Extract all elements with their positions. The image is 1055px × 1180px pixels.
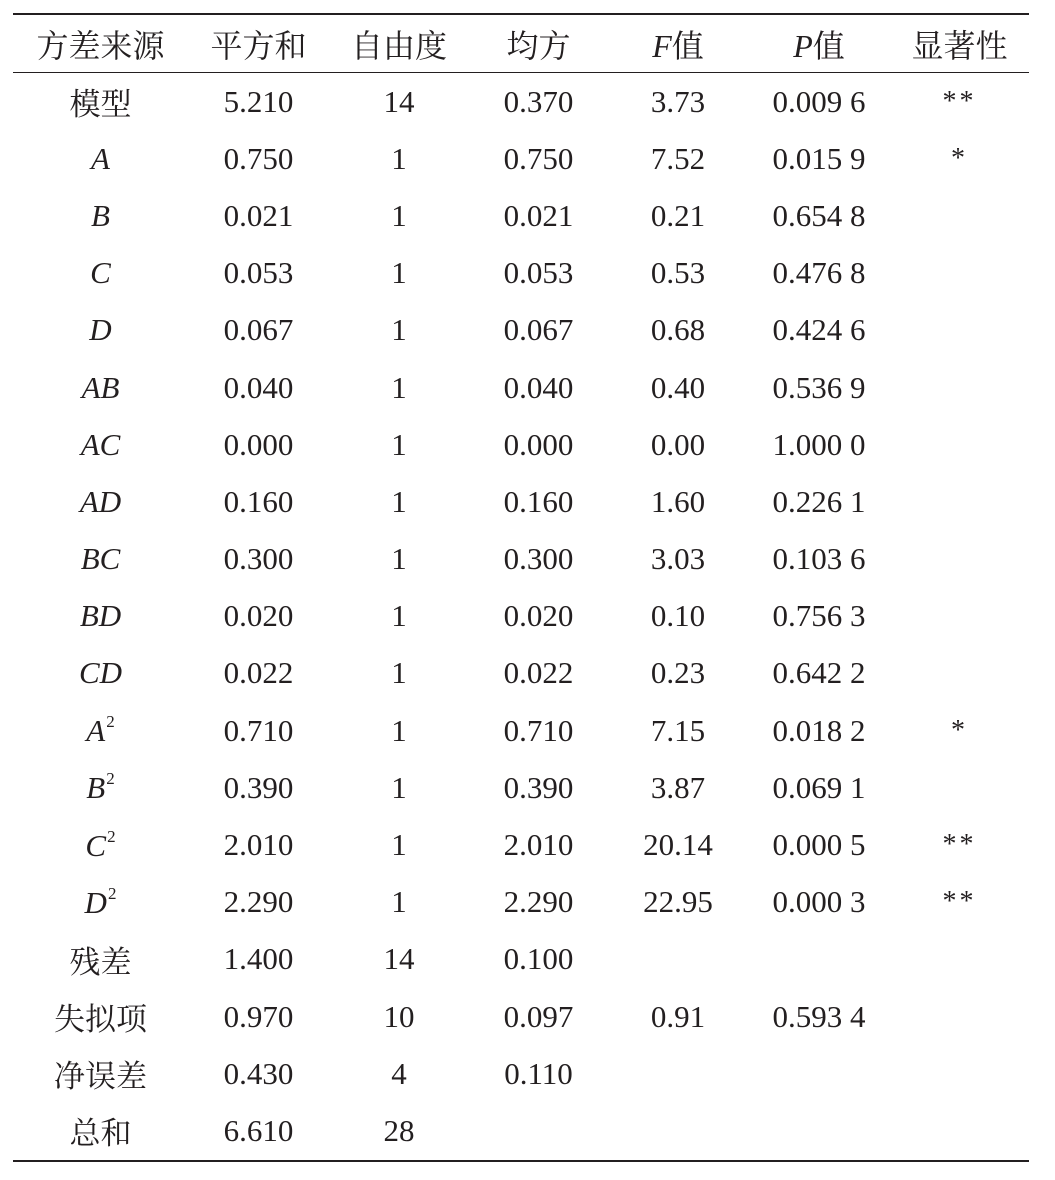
cell-p-value: 0.015 9 [772, 140, 866, 176]
header-f-symbol: F [652, 27, 672, 64]
cell-sum-of-squares: 0.040 [223, 369, 294, 405]
cell-mean-square: 2.290 [503, 884, 574, 920]
source-label: A [86, 713, 106, 749]
cell-f-value: 7.52 [650, 140, 706, 176]
table-row [13, 874, 1029, 931]
cell-degrees-of-freedom: 1 [391, 598, 407, 634]
cell-degrees-of-freedom: 1 [391, 769, 407, 805]
cell-significance [890, 931, 1029, 988]
table-row [13, 187, 1029, 244]
table-row [13, 988, 1029, 1045]
cell-sum-of-squares: 5.210 [223, 83, 294, 119]
cell-mean-square: 2.010 [503, 827, 574, 863]
source-label: D [84, 884, 107, 920]
header-p-suffix: 值 [812, 27, 845, 64]
cell-p-value: 1.000 0 [772, 426, 866, 462]
source-label: D [89, 312, 112, 348]
cell-mean-square: 0.020 [503, 598, 574, 634]
table-row [13, 531, 1029, 588]
cell-degrees-of-freedom: 10 [383, 998, 415, 1034]
cell-p-value: 0.000 5 [772, 827, 866, 863]
source-label: B [86, 770, 106, 806]
cell-p-value: 0.536 9 [772, 369, 866, 405]
table-row [13, 645, 1029, 702]
cell-sum-of-squares: 0.053 [223, 255, 294, 291]
cell-p-value [748, 1102, 890, 1160]
cell-f-value [608, 1045, 748, 1102]
cell-significance [890, 531, 1029, 588]
cell-significance: ** [942, 829, 977, 861]
cell-sum-of-squares: 6.610 [223, 1112, 294, 1148]
cell-p-value: 0.069 1 [772, 769, 866, 805]
cell-source [13, 816, 188, 873]
cell-p-value: 0.756 3 [772, 598, 866, 634]
cell-degrees-of-freedom: 1 [391, 483, 407, 519]
cell-mean-square: 0.100 [503, 941, 574, 977]
cell-significance [890, 187, 1029, 244]
cell-p-value: 0.424 6 [772, 312, 866, 348]
cell-p-value: 0.009 6 [772, 83, 866, 119]
source-label: 总和 [69, 1116, 132, 1152]
cell-mean-square [469, 1102, 608, 1160]
cell-source [13, 759, 188, 816]
cell-sum-of-squares: 0.022 [223, 655, 294, 691]
source-exponent: 2 [107, 826, 116, 846]
header-degrees-of-freedom: 自由度 [350, 27, 447, 64]
cell-p-value: 0.018 2 [772, 712, 866, 748]
cell-f-value: 0.00 [650, 426, 706, 462]
cell-mean-square: 0.390 [503, 769, 574, 805]
cell-mean-square: 0.160 [503, 483, 574, 519]
header-p-value [748, 14, 890, 73]
cell-degrees-of-freedom: 28 [383, 1112, 415, 1148]
cell-f-value: 0.91 [650, 998, 706, 1034]
cell-significance [890, 473, 1029, 530]
table-row [13, 359, 1029, 416]
header-significance: 显著性 [911, 27, 1008, 64]
cell-degrees-of-freedom: 1 [391, 884, 407, 920]
cell-significance [890, 588, 1029, 645]
source-label: B [91, 197, 110, 233]
anova-table [13, 13, 1029, 1162]
cell-source [13, 302, 188, 359]
cell-source [13, 359, 188, 416]
source-label: 净误差 [54, 1059, 147, 1095]
cell-degrees-of-freedom: 1 [391, 655, 407, 691]
cell-mean-square: 0.022 [503, 655, 574, 691]
cell-degrees-of-freedom: 1 [391, 369, 407, 405]
cell-significance [890, 245, 1029, 302]
cell-sum-of-squares: 0.390 [223, 769, 294, 805]
cell-mean-square: 0.110 [504, 1055, 573, 1091]
table-row [13, 588, 1029, 645]
cell-sum-of-squares: 1.400 [223, 941, 294, 977]
cell-mean-square: 0.053 [503, 255, 574, 291]
cell-sum-of-squares: 0.020 [223, 598, 294, 634]
cell-p-value [748, 931, 890, 988]
source-label: BD [79, 598, 122, 634]
cell-sum-of-squares: 2.010 [223, 827, 294, 863]
table-row [13, 702, 1029, 759]
source-label: CD [78, 655, 123, 691]
header-f-suffix: 值 [671, 27, 704, 64]
cell-source [13, 645, 188, 702]
cell-sum-of-squares: 0.430 [223, 1055, 294, 1091]
header-source: 方差来源 [36, 27, 165, 64]
table-body [13, 73, 1029, 1161]
cell-significance [890, 1045, 1029, 1102]
table-row [13, 302, 1029, 359]
table-row [13, 759, 1029, 816]
cell-degrees-of-freedom: 1 [391, 712, 407, 748]
cell-significance [890, 416, 1029, 473]
cell-f-value: 0.21 [650, 197, 706, 233]
cell-f-value: 0.68 [650, 312, 706, 348]
cell-f-value: 3.73 [650, 83, 706, 119]
source-label: 残差 [69, 944, 132, 980]
cell-p-value: 0.000 3 [772, 884, 866, 920]
source-label: AC [80, 426, 121, 462]
cell-f-value [608, 931, 748, 988]
cell-significance: * [951, 142, 968, 174]
cell-degrees-of-freedom: 1 [391, 827, 407, 863]
cell-sum-of-squares: 0.160 [223, 483, 294, 519]
cell-f-value: 1.60 [650, 483, 706, 519]
cell-p-value [748, 1045, 890, 1102]
table-row [13, 816, 1029, 873]
cell-mean-square: 0.000 [503, 426, 574, 462]
cell-source [13, 73, 188, 131]
table-row [13, 931, 1029, 988]
cell-degrees-of-freedom: 1 [391, 197, 407, 233]
header-f-value [608, 14, 748, 73]
table-row [13, 1045, 1029, 1102]
source-exponent: 2 [106, 769, 115, 789]
table-row [13, 245, 1029, 302]
cell-significance [890, 1102, 1029, 1160]
source-label: C [90, 255, 111, 291]
cell-mean-square: 0.370 [503, 83, 574, 119]
cell-f-value: 3.03 [650, 541, 706, 577]
cell-source [13, 1102, 188, 1160]
cell-mean-square: 0.710 [503, 712, 574, 748]
cell-significance: ** [942, 886, 977, 918]
source-label: AD [79, 483, 122, 519]
source-label: 模型 [69, 87, 132, 123]
cell-p-value: 0.593 4 [772, 998, 866, 1034]
cell-f-value: 7.15 [650, 712, 706, 748]
source-label: AB [81, 369, 120, 405]
cell-mean-square: 0.097 [503, 998, 574, 1034]
cell-sum-of-squares: 0.300 [223, 541, 294, 577]
cell-p-value: 0.226 1 [772, 483, 866, 519]
cell-significance: * [951, 714, 968, 746]
cell-degrees-of-freedom: 1 [391, 255, 407, 291]
header-p-symbol: P [793, 27, 813, 64]
header-mean-square: 均方 [506, 27, 571, 64]
cell-f-value: 3.87 [650, 769, 706, 805]
cell-mean-square: 0.021 [503, 197, 574, 233]
cell-f-value: 0.53 [650, 255, 706, 291]
table-row [13, 73, 1029, 131]
header-sum-of-squares: 平方和 [210, 27, 307, 64]
table-row [13, 1102, 1029, 1160]
cell-degrees-of-freedom: 1 [391, 312, 407, 348]
cell-mean-square: 0.750 [503, 140, 574, 176]
cell-source [13, 588, 188, 645]
cell-source [13, 130, 188, 187]
table-row [13, 130, 1029, 187]
anova-table-container [13, 13, 1029, 1162]
header-row [13, 14, 1029, 73]
cell-source [13, 187, 188, 244]
cell-f-value: 0.40 [650, 369, 706, 405]
cell-f-value: 0.10 [650, 598, 706, 634]
cell-significance: ** [942, 85, 977, 117]
cell-p-value: 0.476 8 [772, 255, 866, 291]
cell-p-value: 0.654 8 [772, 197, 866, 233]
cell-f-value: 20.14 [643, 827, 713, 863]
cell-mean-square: 0.067 [503, 312, 574, 348]
table-row [13, 473, 1029, 530]
cell-f-value [608, 1102, 748, 1160]
cell-sum-of-squares: 0.750 [223, 140, 294, 176]
source-label: 失拟项 [54, 1002, 147, 1038]
cell-mean-square: 0.300 [503, 541, 574, 577]
cell-source [13, 245, 188, 302]
table-row [13, 416, 1029, 473]
cell-sum-of-squares: 2.290 [223, 884, 294, 920]
cell-degrees-of-freedom: 14 [383, 83, 415, 119]
source-label: C [85, 827, 107, 863]
source-exponent: 2 [107, 883, 117, 903]
cell-source [13, 931, 188, 988]
cell-sum-of-squares: 0.067 [223, 312, 294, 348]
cell-source [13, 988, 188, 1045]
cell-mean-square: 0.040 [503, 369, 574, 405]
cell-degrees-of-freedom: 4 [391, 1055, 407, 1091]
cell-source [13, 874, 188, 931]
cell-significance [890, 359, 1029, 416]
cell-f-value: 22.95 [643, 884, 713, 920]
cell-significance [890, 988, 1029, 1045]
cell-source [13, 416, 188, 473]
cell-degrees-of-freedom: 1 [391, 541, 407, 577]
cell-degrees-of-freedom: 1 [391, 140, 407, 176]
cell-f-value: 0.23 [650, 655, 706, 691]
cell-significance [890, 645, 1029, 702]
cell-source [13, 702, 188, 759]
cell-degrees-of-freedom: 1 [391, 426, 407, 462]
cell-significance [890, 759, 1029, 816]
cell-p-value: 0.642 2 [772, 655, 866, 691]
cell-degrees-of-freedom: 14 [383, 941, 415, 977]
cell-significance [890, 302, 1029, 359]
source-exponent: 2 [106, 712, 115, 732]
cell-sum-of-squares: 0.970 [223, 998, 294, 1034]
cell-p-value: 0.103 6 [772, 541, 866, 577]
source-label: BC [80, 541, 121, 577]
source-label: A [91, 140, 110, 176]
cell-sum-of-squares: 0.000 [223, 426, 294, 462]
cell-sum-of-squares: 0.021 [223, 197, 294, 233]
cell-sum-of-squares: 0.710 [223, 712, 294, 748]
cell-source [13, 1045, 188, 1102]
table-header [13, 14, 1029, 73]
cell-source [13, 531, 188, 588]
cell-source [13, 473, 188, 530]
